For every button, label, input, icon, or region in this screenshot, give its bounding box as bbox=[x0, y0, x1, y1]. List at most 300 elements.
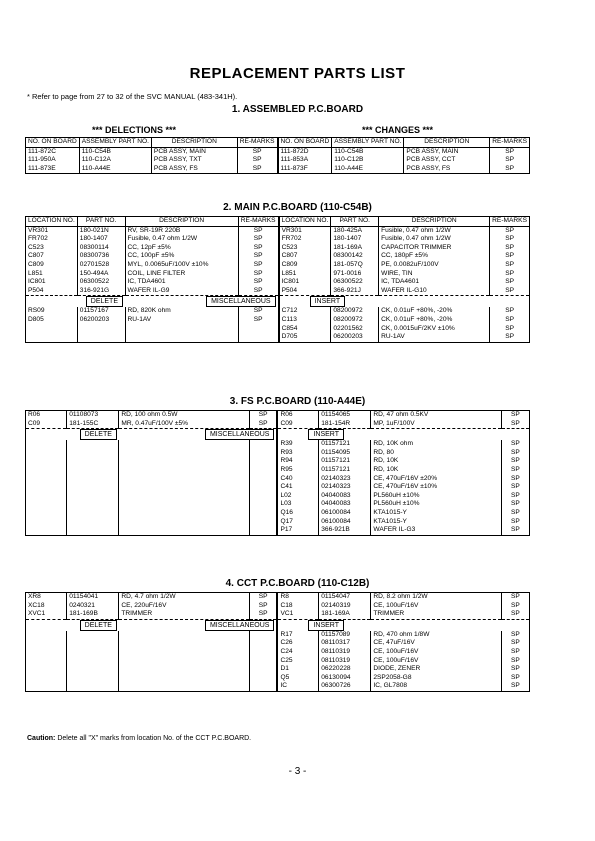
cell: 316-921G bbox=[77, 287, 125, 296]
table-row bbox=[26, 147, 530, 156]
cell bbox=[249, 483, 277, 492]
table-row bbox=[26, 602, 530, 611]
cell: 02201562 bbox=[331, 325, 379, 334]
miscellaneous-tag: MISCELLANEOUS bbox=[206, 296, 276, 307]
hdr-loc: LOCATION NO. bbox=[26, 217, 78, 227]
cell bbox=[119, 500, 249, 509]
table-row bbox=[26, 657, 530, 666]
cell: 08110319 bbox=[319, 657, 371, 666]
cell: 110-A44E bbox=[79, 165, 151, 174]
cell: C09 bbox=[26, 420, 67, 429]
cell bbox=[26, 483, 67, 492]
cell bbox=[67, 657, 119, 666]
table-row bbox=[26, 475, 530, 484]
cell: C712 bbox=[279, 307, 331, 316]
table-row bbox=[26, 156, 530, 165]
table-row bbox=[26, 226, 530, 235]
cell bbox=[26, 440, 67, 449]
cell: MYL, 0.0065uF/100V ±10% bbox=[125, 261, 238, 270]
hdr-desc: DESCRIPTION bbox=[125, 217, 238, 227]
cell: CE, 47uF/16V bbox=[371, 639, 501, 648]
cell: CK, 0.0015uF/2KV ±10% bbox=[379, 325, 490, 334]
cell: Q5 bbox=[277, 674, 318, 683]
cell: 366-921J bbox=[331, 287, 379, 296]
cell bbox=[26, 518, 67, 527]
cell: D805 bbox=[26, 316, 78, 325]
delete-tag: DELETE bbox=[80, 620, 117, 631]
cell: CE, 100uF/16V bbox=[371, 657, 501, 666]
s3-table bbox=[25, 410, 530, 536]
cell: R17 bbox=[277, 631, 318, 640]
cell bbox=[249, 440, 277, 449]
cell bbox=[26, 657, 67, 666]
s3-table-container bbox=[25, 410, 530, 536]
cell: C09 bbox=[277, 420, 318, 429]
cell: 366-921B bbox=[319, 526, 371, 535]
cell: L851 bbox=[279, 270, 331, 279]
cell: CE, 100uF/16V bbox=[371, 648, 501, 657]
cell: SP bbox=[505, 269, 514, 277]
cell bbox=[249, 639, 277, 648]
cell bbox=[125, 325, 238, 334]
cell: RD, 80 bbox=[371, 449, 501, 458]
cell bbox=[77, 325, 125, 334]
cell: 02140323 bbox=[319, 475, 371, 484]
table-row bbox=[26, 665, 530, 674]
cell: C113 bbox=[279, 316, 331, 325]
cell: SP bbox=[505, 333, 514, 341]
cell: 01154047 bbox=[319, 593, 371, 602]
cell: R95 bbox=[277, 466, 318, 475]
table-row bbox=[26, 261, 530, 270]
cell: SP bbox=[505, 286, 514, 294]
tag-row bbox=[26, 619, 530, 631]
cell: CC, 12pF ±5% bbox=[125, 244, 238, 253]
cell: SP bbox=[505, 243, 514, 251]
table-row bbox=[26, 593, 530, 602]
cell: 01154095 bbox=[319, 449, 371, 458]
cell: 06220228 bbox=[319, 665, 371, 674]
cell: 181-057Q bbox=[331, 261, 379, 270]
cell: SP bbox=[510, 682, 520, 690]
section-3-title: 3. FS P.C.BOARD (110-A44E) bbox=[229, 396, 366, 407]
cell: P504 bbox=[26, 287, 78, 296]
table-row bbox=[26, 287, 530, 296]
cell: IC bbox=[277, 682, 318, 691]
table-row bbox=[26, 674, 530, 683]
cell: PL560uH ±10% bbox=[371, 500, 501, 509]
cell: SP bbox=[510, 526, 520, 534]
cell: RD, 100 ohm 0.5W bbox=[119, 411, 249, 420]
reference-note: * Refer to page from 27 to 32 of the SVC MANUAL (483-341H). bbox=[27, 92, 238, 101]
cell: 181-169A bbox=[331, 244, 379, 253]
hdr-rem: RE-MARKS bbox=[237, 138, 277, 148]
cell: 06200203 bbox=[77, 316, 125, 325]
cell: PCB ASSY, MAIN bbox=[151, 147, 237, 156]
cell: SP bbox=[510, 656, 520, 664]
cell bbox=[249, 466, 277, 475]
hdr-asm: ASSEMBLY PART NO. bbox=[332, 138, 404, 148]
cell: WIRE, TIN bbox=[379, 270, 490, 279]
cell: 110-A44E bbox=[332, 165, 404, 174]
cell: L851 bbox=[26, 270, 78, 279]
cell: C24 bbox=[277, 648, 318, 657]
cell: D705 bbox=[279, 333, 331, 342]
cell: 181-155C bbox=[67, 420, 119, 429]
cell bbox=[26, 509, 67, 518]
cell: Fusible, 0.47 ohm 1/2W bbox=[379, 226, 490, 235]
cell bbox=[119, 449, 249, 458]
section-4-title: 4. CCT P.C.BOARD (110-C12B) bbox=[225, 578, 370, 589]
cell bbox=[26, 500, 67, 509]
cell: 02701528 bbox=[77, 261, 125, 270]
cell: R94 bbox=[277, 457, 318, 466]
cell bbox=[26, 333, 78, 342]
cell: SP bbox=[249, 602, 277, 611]
cell bbox=[67, 631, 119, 640]
cell: 01157089 bbox=[319, 631, 371, 640]
cell: SP bbox=[510, 500, 520, 508]
cell: WAFER IL-G10 bbox=[379, 287, 490, 296]
cell: RU-1AV bbox=[379, 333, 490, 342]
cell bbox=[67, 639, 119, 648]
cell: RV, SR-19R 220B bbox=[125, 226, 238, 235]
cell: 08300142 bbox=[331, 252, 379, 261]
cell: SP bbox=[510, 517, 520, 525]
cell: 971-0016 bbox=[331, 270, 379, 279]
cell: SP bbox=[510, 474, 520, 482]
tag-cell bbox=[119, 619, 278, 631]
cell: CE, 220uF/16V bbox=[119, 602, 249, 611]
table-row bbox=[26, 509, 530, 518]
cell bbox=[249, 449, 277, 458]
hdr-no: NO. ON BOARD bbox=[26, 138, 80, 148]
cell: C41 bbox=[277, 483, 318, 492]
s4-body bbox=[26, 593, 530, 692]
cell bbox=[67, 483, 119, 492]
delete-tag: DELETE bbox=[80, 429, 117, 440]
cell: 01157121 bbox=[319, 440, 371, 449]
cell bbox=[249, 500, 277, 509]
hdr-part: PART NO. bbox=[331, 217, 379, 227]
cell bbox=[249, 475, 277, 484]
cell: 06300522 bbox=[331, 278, 379, 287]
insert-tag: INSERT bbox=[308, 620, 344, 631]
cell: PL560uH ±10% bbox=[371, 492, 501, 501]
cell: SP bbox=[238, 316, 278, 325]
cell: 110-C54B bbox=[79, 147, 151, 156]
cell: RD, 10K bbox=[371, 466, 501, 475]
cell bbox=[249, 665, 277, 674]
cell: 01108073 bbox=[67, 411, 119, 420]
table-row bbox=[26, 278, 530, 287]
cell: 110-C54B bbox=[332, 147, 404, 156]
cell: Fusible, 0.47 ohm 1/2W bbox=[379, 235, 490, 244]
cell bbox=[119, 526, 249, 535]
cell: CAPACITOR TRIMMER bbox=[379, 244, 490, 253]
cell: 06100084 bbox=[319, 518, 371, 527]
cell: IC, TDA4601 bbox=[379, 278, 490, 287]
cell: KTA1015-Y bbox=[371, 518, 501, 527]
cell bbox=[26, 492, 67, 501]
cell: 111-950A bbox=[26, 156, 80, 165]
hdr-desc: DESCRIPTION bbox=[151, 138, 237, 148]
table-row bbox=[26, 244, 530, 253]
cell: FR702 bbox=[26, 235, 78, 244]
cell: C854 bbox=[279, 325, 331, 334]
cell: SP bbox=[510, 457, 520, 465]
cell: PCB ASSY, CCT bbox=[404, 156, 490, 165]
hdr-no: NO. ON BOARD bbox=[278, 138, 332, 148]
s3-body bbox=[26, 411, 530, 536]
cell bbox=[67, 682, 119, 691]
cell: SP bbox=[238, 261, 278, 270]
cell: SP bbox=[510, 440, 520, 448]
cell: SP bbox=[238, 226, 278, 235]
cell: 01157121 bbox=[319, 457, 371, 466]
cell bbox=[26, 526, 67, 535]
cell bbox=[125, 333, 238, 342]
cell: C809 bbox=[279, 261, 331, 270]
cell: PCB ASSY, MAIN bbox=[404, 147, 490, 156]
cell bbox=[119, 657, 249, 666]
cell: VR301 bbox=[279, 226, 331, 235]
table-row bbox=[26, 682, 530, 691]
cell: 02140319 bbox=[319, 602, 371, 611]
cell bbox=[119, 631, 249, 640]
table-row bbox=[26, 483, 530, 492]
page-number: - 3 - bbox=[288, 766, 307, 777]
cell: VC1 bbox=[277, 610, 318, 619]
cell: 02140323 bbox=[319, 483, 371, 492]
cell: FR702 bbox=[279, 235, 331, 244]
cell: SP bbox=[238, 287, 278, 296]
cell: 06300726 bbox=[319, 682, 371, 691]
cell: TRIMMER bbox=[119, 610, 249, 619]
cell: DIODE, ZENER bbox=[371, 665, 501, 674]
cell: CE, 100uF/16V bbox=[371, 602, 501, 611]
cell: 01157121 bbox=[319, 466, 371, 475]
cell bbox=[119, 509, 249, 518]
cell: RD, 47 ohm 0.5KV bbox=[371, 411, 501, 420]
cell: 08200972 bbox=[331, 316, 379, 325]
cell bbox=[67, 518, 119, 527]
cell: PCB ASSY, FS bbox=[151, 165, 237, 174]
section-1-title: 1. ASSEMBLED P.C.BOARD bbox=[231, 104, 364, 115]
cell: 08110319 bbox=[319, 648, 371, 657]
tag-cell bbox=[26, 619, 119, 631]
cell bbox=[67, 526, 119, 535]
cell: 111-873F bbox=[278, 165, 332, 174]
cell: PCB ASSY, TXT bbox=[151, 156, 237, 165]
cell: SP bbox=[238, 270, 278, 279]
cell: RD, 10K bbox=[371, 457, 501, 466]
cell bbox=[67, 509, 119, 518]
cell: IC801 bbox=[279, 278, 331, 287]
cell bbox=[249, 657, 277, 666]
cell: P504 bbox=[279, 287, 331, 296]
tag-cell bbox=[279, 296, 530, 308]
tag-cell bbox=[26, 296, 126, 308]
cell: 181-169B bbox=[67, 610, 119, 619]
section-2-title: 2. MAIN P.C.BOARD (110-C54B) bbox=[223, 202, 372, 213]
table-row bbox=[26, 307, 530, 316]
tag-cell bbox=[119, 429, 278, 441]
s1-table-container bbox=[25, 137, 530, 174]
cell bbox=[67, 466, 119, 475]
table-row bbox=[26, 270, 530, 279]
cell: RD, 10K ohm bbox=[371, 440, 501, 449]
cell bbox=[119, 639, 249, 648]
cell: SP bbox=[505, 324, 514, 332]
cell bbox=[26, 457, 67, 466]
cell: SP bbox=[238, 244, 278, 253]
cell: SP bbox=[510, 647, 520, 655]
cell bbox=[249, 682, 277, 691]
cell bbox=[67, 440, 119, 449]
cell: SP bbox=[510, 639, 520, 647]
cell bbox=[249, 457, 277, 466]
cell: 06130094 bbox=[319, 674, 371, 683]
cell bbox=[26, 466, 67, 475]
cell bbox=[67, 449, 119, 458]
cell bbox=[249, 631, 277, 640]
cell: IC, TDA4601 bbox=[125, 278, 238, 287]
cell: 111-872C bbox=[26, 147, 80, 156]
cell: R39 bbox=[277, 440, 318, 449]
cell: RD, 8.2 ohm 1/2W bbox=[371, 593, 501, 602]
cell: SP bbox=[249, 610, 277, 619]
tag-row bbox=[26, 296, 530, 308]
cell: 180-021N bbox=[77, 226, 125, 235]
cell: 06200203 bbox=[331, 333, 379, 342]
cell: SP bbox=[237, 165, 277, 174]
cell: XR8 bbox=[26, 593, 67, 602]
cell bbox=[67, 492, 119, 501]
cell: 04040083 bbox=[319, 500, 371, 509]
cell: R93 bbox=[277, 449, 318, 458]
cell: WAFER IL-G3 bbox=[371, 526, 501, 535]
cell: C809 bbox=[26, 261, 78, 270]
cell: SP bbox=[505, 315, 514, 323]
table-row bbox=[26, 449, 530, 458]
cell bbox=[67, 674, 119, 683]
cell bbox=[119, 492, 249, 501]
cell: IC, GL7808 bbox=[371, 682, 501, 691]
s2-body bbox=[26, 226, 530, 342]
cell: 06100084 bbox=[319, 509, 371, 518]
cell: 08300114 bbox=[77, 244, 125, 253]
cell bbox=[119, 457, 249, 466]
s4-table-container bbox=[25, 592, 530, 692]
table-row bbox=[26, 610, 530, 619]
table-row bbox=[26, 165, 530, 174]
cell: PCB ASSY, FS bbox=[404, 165, 490, 174]
cell: R8 bbox=[277, 593, 318, 602]
table-row bbox=[26, 316, 530, 325]
cell: MR, 0.47uF/100V ±5% bbox=[119, 420, 249, 429]
cell bbox=[26, 325, 78, 334]
s1-table bbox=[25, 137, 530, 174]
miscellaneous-tag: MISCELLANEOUS bbox=[205, 429, 275, 440]
cell: SP bbox=[510, 448, 520, 456]
cell: SP bbox=[510, 630, 520, 638]
table-row bbox=[26, 492, 530, 501]
cell: P17 bbox=[277, 526, 318, 535]
tag-cell bbox=[26, 429, 119, 441]
caution-text: Delete all "X" marks from location No. of the CCT P.C.BOARD. bbox=[57, 735, 252, 742]
cell: SP bbox=[238, 252, 278, 261]
cell: SP bbox=[249, 411, 277, 420]
deletions-label: *** DELECTIONS *** bbox=[92, 125, 177, 135]
cell bbox=[249, 518, 277, 527]
tag-row bbox=[26, 429, 530, 441]
cell bbox=[67, 457, 119, 466]
cell: 110-C12A bbox=[79, 156, 151, 165]
cell: SP bbox=[505, 147, 514, 155]
cell: 150-494A bbox=[77, 270, 125, 279]
table-row bbox=[26, 639, 530, 648]
cell: SP bbox=[505, 307, 514, 315]
cell bbox=[119, 440, 249, 449]
s2-table bbox=[25, 216, 530, 343]
cell: SP bbox=[238, 235, 278, 244]
insert-tag: INSERT bbox=[308, 429, 344, 440]
cell: Q17 bbox=[277, 518, 318, 527]
cell bbox=[249, 674, 277, 683]
cell: CK, 0.01uF +80%, -20% bbox=[379, 316, 490, 325]
cell: SP bbox=[510, 483, 520, 491]
cell bbox=[26, 648, 67, 657]
cell: SP bbox=[505, 235, 514, 243]
table-row bbox=[26, 466, 530, 475]
cell: CC, 100pF ±5% bbox=[125, 252, 238, 261]
cell: SP bbox=[510, 465, 520, 473]
cell: CE, 470uF/16V ±10% bbox=[371, 483, 501, 492]
hdr-rem: RE-MARKS bbox=[490, 138, 530, 148]
cell bbox=[119, 475, 249, 484]
cell: RD, 820K ohm bbox=[125, 307, 238, 316]
cell: XC18 bbox=[26, 602, 67, 611]
table-row bbox=[26, 648, 530, 657]
table-row bbox=[26, 500, 530, 509]
cell: VR301 bbox=[26, 226, 78, 235]
cell bbox=[238, 325, 278, 334]
cell bbox=[119, 682, 249, 691]
cell bbox=[119, 483, 249, 492]
cell: 180-425A bbox=[331, 226, 379, 235]
cell bbox=[249, 509, 277, 518]
cell: CK, 0.01uF +80%, -20% bbox=[379, 307, 490, 316]
cell: C807 bbox=[279, 252, 331, 261]
cell: 04040083 bbox=[319, 492, 371, 501]
cell bbox=[249, 492, 277, 501]
table-row bbox=[26, 411, 530, 420]
cell: SP bbox=[237, 156, 277, 165]
hdr-desc: DESCRIPTION bbox=[404, 138, 490, 148]
delete-tag: DELETE bbox=[86, 296, 123, 307]
table-row bbox=[26, 457, 530, 466]
cell: C25 bbox=[277, 657, 318, 666]
cell: SP bbox=[510, 411, 520, 418]
cell: D1 bbox=[277, 665, 318, 674]
cell bbox=[26, 631, 67, 640]
cell bbox=[67, 648, 119, 657]
cell: SP bbox=[510, 491, 520, 499]
table-row bbox=[26, 526, 530, 535]
cell: MP, 1uF/100V bbox=[371, 420, 501, 429]
cell: 08200972 bbox=[331, 307, 379, 316]
